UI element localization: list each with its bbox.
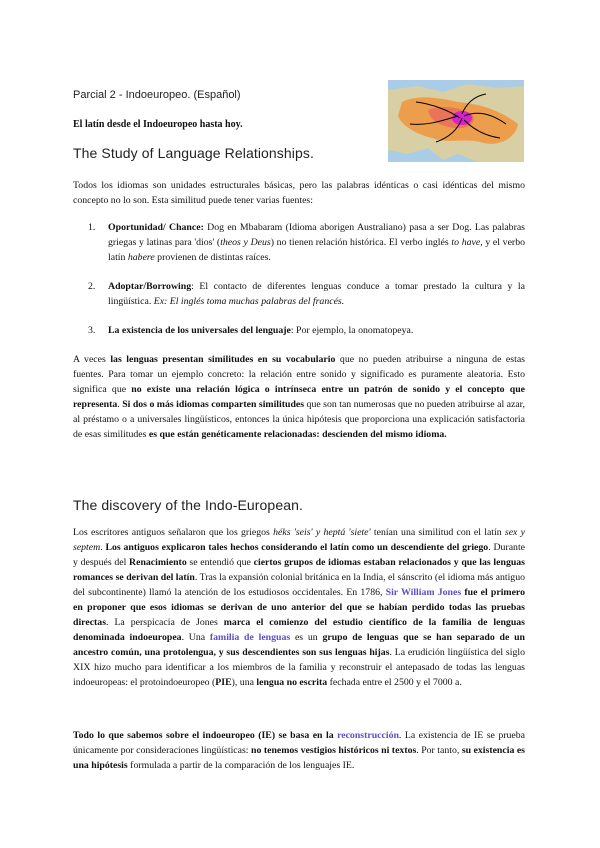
familia-de-lenguas-link[interactable]: familia de lenguas (209, 632, 291, 643)
list-item: 2. Adoptar/Borrowing: El contacto de diferentes lenguas conduce a tomar prestado la cultura y la lingüística. Ex: El inglés toma muchas palabras del francés. (88, 281, 525, 307)
reconstruction-paragraph: Todo lo que sabemos sobre el indoeuropeo (IE) se basa en la reconstrucción. La existencia de IE se prueba únicamente por consideraciones lingüísticas: no tenemos vestigios históricos ni textos. Por tanto, su existencia es una hipótesis formulada a partir de la comparación de los lenguajes IE. (73, 730, 525, 771)
similarities-paragraph: A veces las lenguas presentan similitudes en su vocabulario que no pueden atribuirse a ninguna de estas fuentes. Para tomar un ejemplo concreto: la relación entre sonido y significado es puramente aleatoria. Esto significa que no existe una relación lógica o intrínseca entre un patrón de sonido y el concepto que representa. Si dos o más idiomas comparten similitudes que son tan numerosas que no pueden atribuirse al azar, al préstamo o a universales lingüísticos, entonces la única hipótesis que proporciona una explicación satisfactoria de esas similitudes es que están genéticamente relacionadas: descienden del mismo idioma. (73, 354, 525, 440)
document-subtitle: El latín desde el Indoeuropeo hasta hoy. (73, 119, 243, 130)
section-heading-indo-european: The discovery of the Indo-European. (73, 497, 303, 513)
list-item: 1. Oportunidad/ Chance: Dog en Mbabaram (Idioma aborigen Australiano) pasa a ser Dog. Las palabras griegas y latinas para 'dios' (theos y Deus) no tienen relación histórica. El verbo inglés to have, y el verbo latín habere provienen de distintas raíces. (88, 222, 525, 263)
sources-list (88, 220, 525, 352)
document-title: Parcial 2 - Indoeuropeo. (Español) (73, 89, 241, 101)
list-item: 3. La existencia de los universales del lenguaje: Por ejemplo, la onomatopeya. (88, 325, 414, 336)
discovery-paragraph: Los escritores antiguos señalaron que los griegos héks 'seis' y heptá 'siete' tenían una similitud con el latín sex y septem. Los antiguos explicaron tales hechos considerando el latín como un descendiente del griego. Durante y después del Renacimiento se entendió que ciertos grupos de idiomas estaban relacionados y que las lenguas romances se derivan del latín. Tras la expansión colonial británica en la India, el sánscrito (el idioma más antiguo del subcontinente) llamó la atención de los estudiosos occidentales. En 1786, Sir William Jones fue el primero en proponer que esos idiomas se derivan de uno anterior del que se habían perdido todas las pruebas directas. La perspicacia de Jones marca el comienzo del estudio científico de la familia de lenguas denominada indoeuropea. Una familia de lenguas es un grupo de lenguas que se han separado de un ancestro común, una protolengua, y sus descendientes son sus lenguas hijas. La erudición lingüística del siglo XIX hizo mucho para identificar a los miembros de la familia y reconstruir el antepasado de todas las lenguas indoeuropeas: el protoindoeuropeo (PIE), una lengua no escrita fechada entre el 2500 y el 7000 a. (73, 527, 526, 688)
section-heading-language-relationships: The Study of Language Relationships. (73, 145, 314, 161)
sir-william-jones-link[interactable]: Sir William Jones (385, 587, 462, 598)
indo-european-expansion-map-icon (388, 80, 524, 162)
reconstruccion-link[interactable]: reconstrucción (337, 730, 399, 741)
intro-paragraph: Todos los idiomas son unidades estructurales básicas, pero las palabras idénticas o casi idénticas del mismo concepto no lo son. Esta similitud puede tener varias fuentes: (73, 180, 525, 206)
